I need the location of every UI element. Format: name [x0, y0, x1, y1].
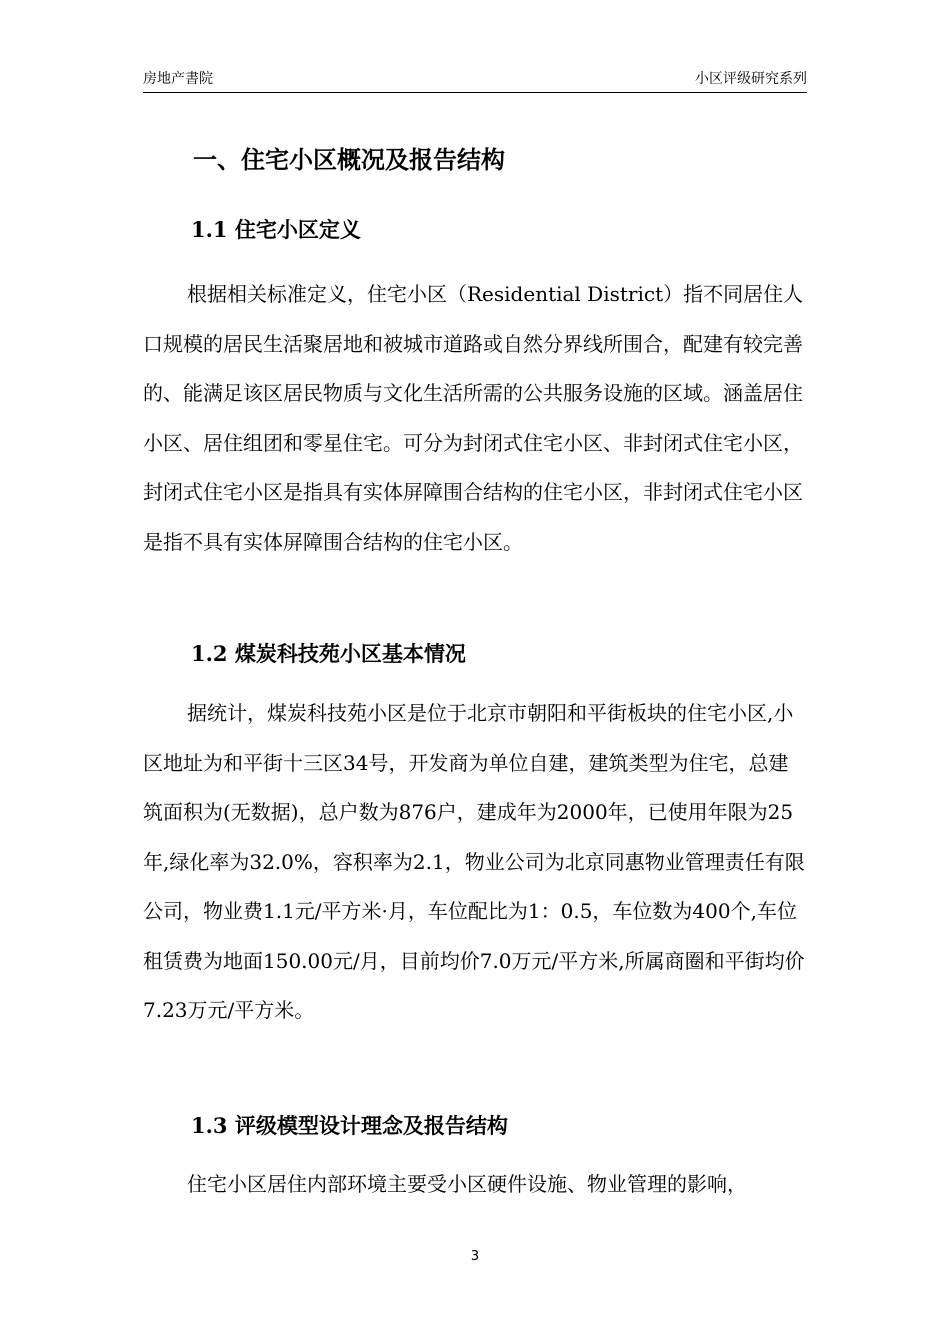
paragraph-definition: 根据相关标准定义，住宅小区（Residential District）指不同居住人口规模的居民生活聚居地和被城市道路或自然分界线所围合，配建有较完善的、能满足该区居民物质与文化生活所需的公共服务设施的区域。涵盖居住小区、居住组团和零星住宅。可分为封闭式住宅小区、非封闭式住宅小区，封闭式住宅小区是指具有实体屏障围合结构的住宅小区，非封闭式住宅小区是指不具有实体屏障围合结构的住宅小区。 [143, 282, 804, 554]
header-right-text: 小区评级研究系列 [695, 71, 807, 87]
subsection-heading-1-3: 1.3 评级模型设计理念及报告结构 [191, 1113, 508, 1138]
page-number: 3 [470, 1249, 480, 1264]
subsection-heading-1-2: 1.2 煤炭科技苑小区基本情况 [191, 641, 466, 666]
paragraph-basic-info: 据统计，煤炭科技苑小区是位于北京市朝阳和平街板块的住宅小区,小区地址为和平街十三区34号，开发商为单位自建，建筑类型为住宅，总建筑面积为(无数据)，总户数为876户，建成年为2000年，已使用年限为25年,绿化率为32.0%，容积率为2.1，物业公司为北京同惠物业管理责任有限公司，物业费1.1元/平方米·月，车位配比为1：0.5，车位数为400个,车位租赁费为地面150.00元/月，目前均价7.0万元/平方米,所属商圈和平街均价7.23万元/平方米。 [143, 701, 805, 1022]
paragraph-model-design: 住宅小区居住内部环境主要受小区硬件设施、物业管理的影响， [187, 1172, 747, 1196]
page-header [143, 66, 807, 93]
section-title: 一、住宅小区概况及报告结构 [193, 145, 505, 174]
header-left-text: 房地产書院 [143, 71, 213, 87]
subsection-heading-1-1: 1.1 住宅小区定义 [191, 217, 361, 242]
